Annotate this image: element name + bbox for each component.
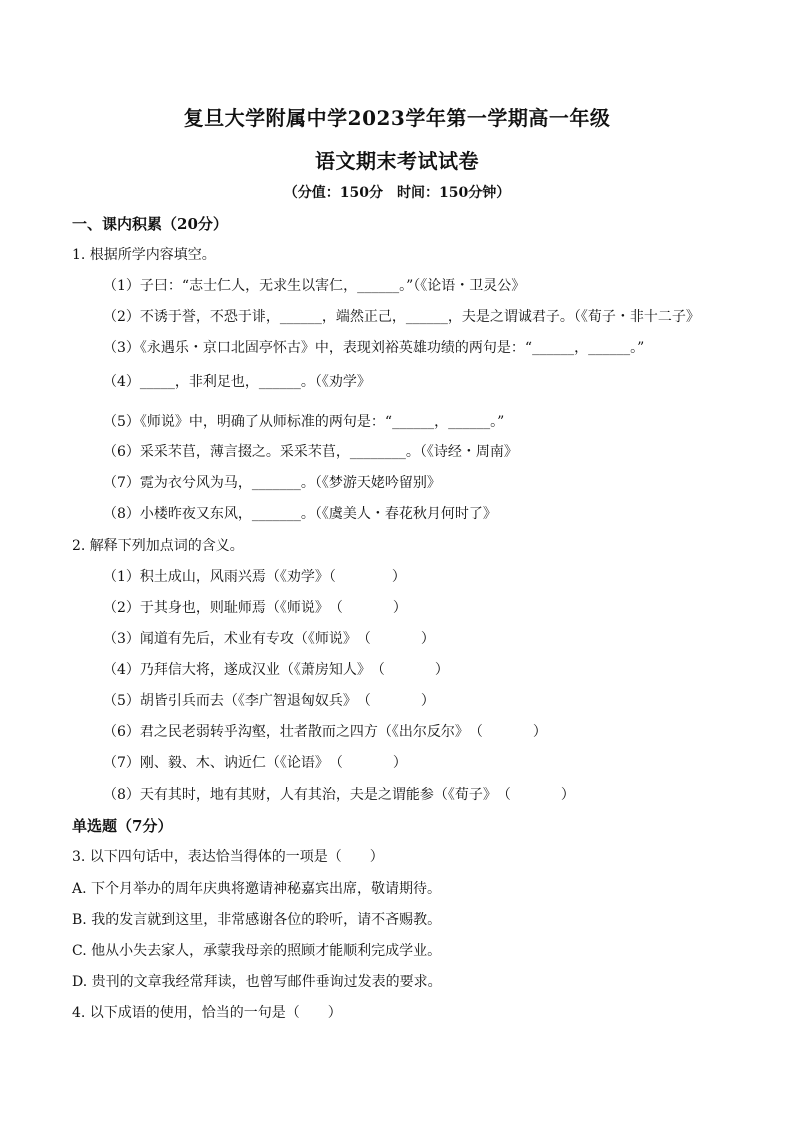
q1-item-2-pre: （2）不诱于誉，不恐于诽， [103, 309, 280, 325]
q1-item-2-mid: ，端然正己， [321, 309, 406, 325]
q1-item-3-blank-1: ______ [532, 340, 575, 356]
q2-item-4-close: ） [434, 662, 449, 678]
q2-item-2-text: （2）于其身也，则耻师焉（《师说》 （ [103, 600, 343, 616]
q3-option-a: A. 下个月举办的周年庆典将邀请神秘嘉宾出席，敬请期待。 [72, 881, 442, 897]
q1-item-8-blank-1: _______ [251, 506, 301, 522]
q2-item-1-close: ） [391, 569, 406, 585]
q2-item-8 [103, 785, 575, 805]
q2-item-8-text: （8）天有其时，地有其财，人有其治，夫是之谓能参（《荀子》 （ [103, 787, 511, 803]
q2-item-4 [103, 660, 449, 680]
exam-title-line2: 语文期末考试试卷 [315, 149, 479, 173]
q2-item-8-close: ） [560, 787, 575, 803]
q2-item-3 [103, 629, 435, 649]
q1-item-7 [103, 473, 441, 493]
q1-item-4-blank-2: ______ [258, 374, 301, 390]
q1-item-7-blank-1: _______ [251, 475, 301, 491]
q1-item-7-mid: 。（《梦游天姥吟留别》 [300, 475, 441, 491]
q1-item-3-blank-2: ______ [588, 340, 631, 356]
q1-item-5-post: 。” [490, 414, 505, 430]
q1-item-2 [103, 307, 700, 327]
section2-heading: 单选题（7分） [72, 817, 173, 835]
q1-item-6-pre: （6）采采芣苢，薄言掇之。采采芣苢， [103, 444, 350, 460]
q2-item-7-text: （7）刚、毅、木、讷近仁（《论语》 （ [103, 755, 343, 771]
q1-item-8 [103, 504, 497, 524]
q2-item-6-close: ） [532, 724, 547, 740]
exam-title-line1: 复旦大学附属中学2023学年第一学期高一年级 [183, 106, 611, 130]
q2-item-1 [103, 567, 406, 587]
q1-item-6-mid: 。（《诗经・周南》 [405, 444, 518, 460]
q1-item-3 [103, 338, 644, 358]
q1-item-2-blank-2: ______ [405, 309, 448, 325]
q2-item-6-text: （6）君之民老弱转乎沟壑，壮者散而之四方（《出尔反尔》 （ [103, 724, 483, 740]
q2-stem: 2. 解释下列加点词的含义。 [72, 538, 244, 554]
q1-item-7-pre: （7）霓为衣兮风为马， [103, 475, 252, 491]
q3-stem: 3. 以下四句话中，表达恰当得体的一项是（ ） [72, 849, 384, 865]
q1-item-5-pre: （5）《师说》中，明确了从师标准的两句是：“ [103, 414, 393, 430]
q1-item-3-mid: ， [574, 340, 589, 356]
q2-item-2-close: ） [392, 600, 407, 616]
q2-item-3-close: ） [420, 631, 435, 647]
q2-item-3-text: （3）闻道有先后，术业有专攻（《师说》 （ [103, 631, 371, 647]
score-time-info: （分值：150分 时间：150分钟） [283, 185, 511, 201]
q1-item-6-blank-1: ________ [349, 444, 406, 460]
q3-option-b: B. 我的发言就到这里，非常感谢各位的聆听，请不吝赐教。 [72, 912, 442, 928]
q3-option-d: D. 贵刊的文章我经常拜读，也曾写邮件垂询过发表的要求。 [72, 974, 442, 990]
q1-item-1-blank-1: ______ [357, 278, 400, 294]
q1-item-8-pre: （8）小楼昨夜又东风， [103, 506, 252, 522]
q3-option-c: C. 他从小失去家人，承蒙我母亲的照顾才能顺利完成学业。 [72, 943, 442, 959]
q1-item-1-pre: （1）子曰：“志士仁人，无求生以害仁， [103, 278, 358, 294]
q1-item-4-pre: （4） [103, 374, 140, 390]
q1-item-4-post: 。（《劝学》 [300, 374, 371, 390]
q1-item-1-mid: 。”（《论语・卫灵公》 [399, 278, 526, 294]
q1-item-5-mid: ， [434, 414, 449, 430]
q1-item-6 [103, 442, 518, 462]
section1-heading: 一、课内积累（20分） [72, 215, 228, 233]
q1-item-2-blank-1: ______ [279, 309, 322, 325]
q2-item-4-text: （4）乃拜信大将，遂成汉业（《萧房知人》 （ [103, 662, 385, 678]
q2-item-1-text: （1）积土成山，风雨兴焉（《劝学》（ [103, 569, 336, 585]
q2-item-7 [103, 753, 407, 773]
q1-item-4 [103, 372, 371, 392]
q1-item-5-blank-1: ______ [392, 414, 435, 430]
q1-stem: 1. 根据所学内容填空。 [72, 247, 216, 263]
q2-item-6 [103, 722, 547, 742]
q1-item-5 [103, 412, 504, 432]
q1-item-2-post: ，夫是之谓诚君子。（《荀子・非十二子》 [447, 309, 700, 325]
q1-item-3-pre: （3）《永遇乐・京口北固亭怀古》中，表现刘裕英雄功绩的两句是：“ [103, 340, 533, 356]
q1-item-4-blank-1: _____ [139, 374, 175, 390]
q4-stem: 4. 以下成语的使用，恰当的一句是（ ） [72, 1005, 342, 1021]
q1-item-8-mid: 。（《虞美人・春花秋月何时了》 [300, 506, 497, 522]
q2-item-2 [103, 598, 407, 618]
q1-item-5-blank-2: ______ [448, 414, 491, 430]
q1-item-4-mid: ，非利足也， [174, 374, 259, 390]
q2-item-5 [103, 691, 435, 711]
q1-item-1 [103, 276, 525, 296]
q1-item-3-post: 。” [630, 340, 645, 356]
q2-item-5-text: （5）胡皆引兵而去（《李广智退匈奴兵》 （ [103, 693, 371, 709]
q2-item-7-close: ） [392, 755, 407, 771]
q2-item-5-close: ） [420, 693, 435, 709]
